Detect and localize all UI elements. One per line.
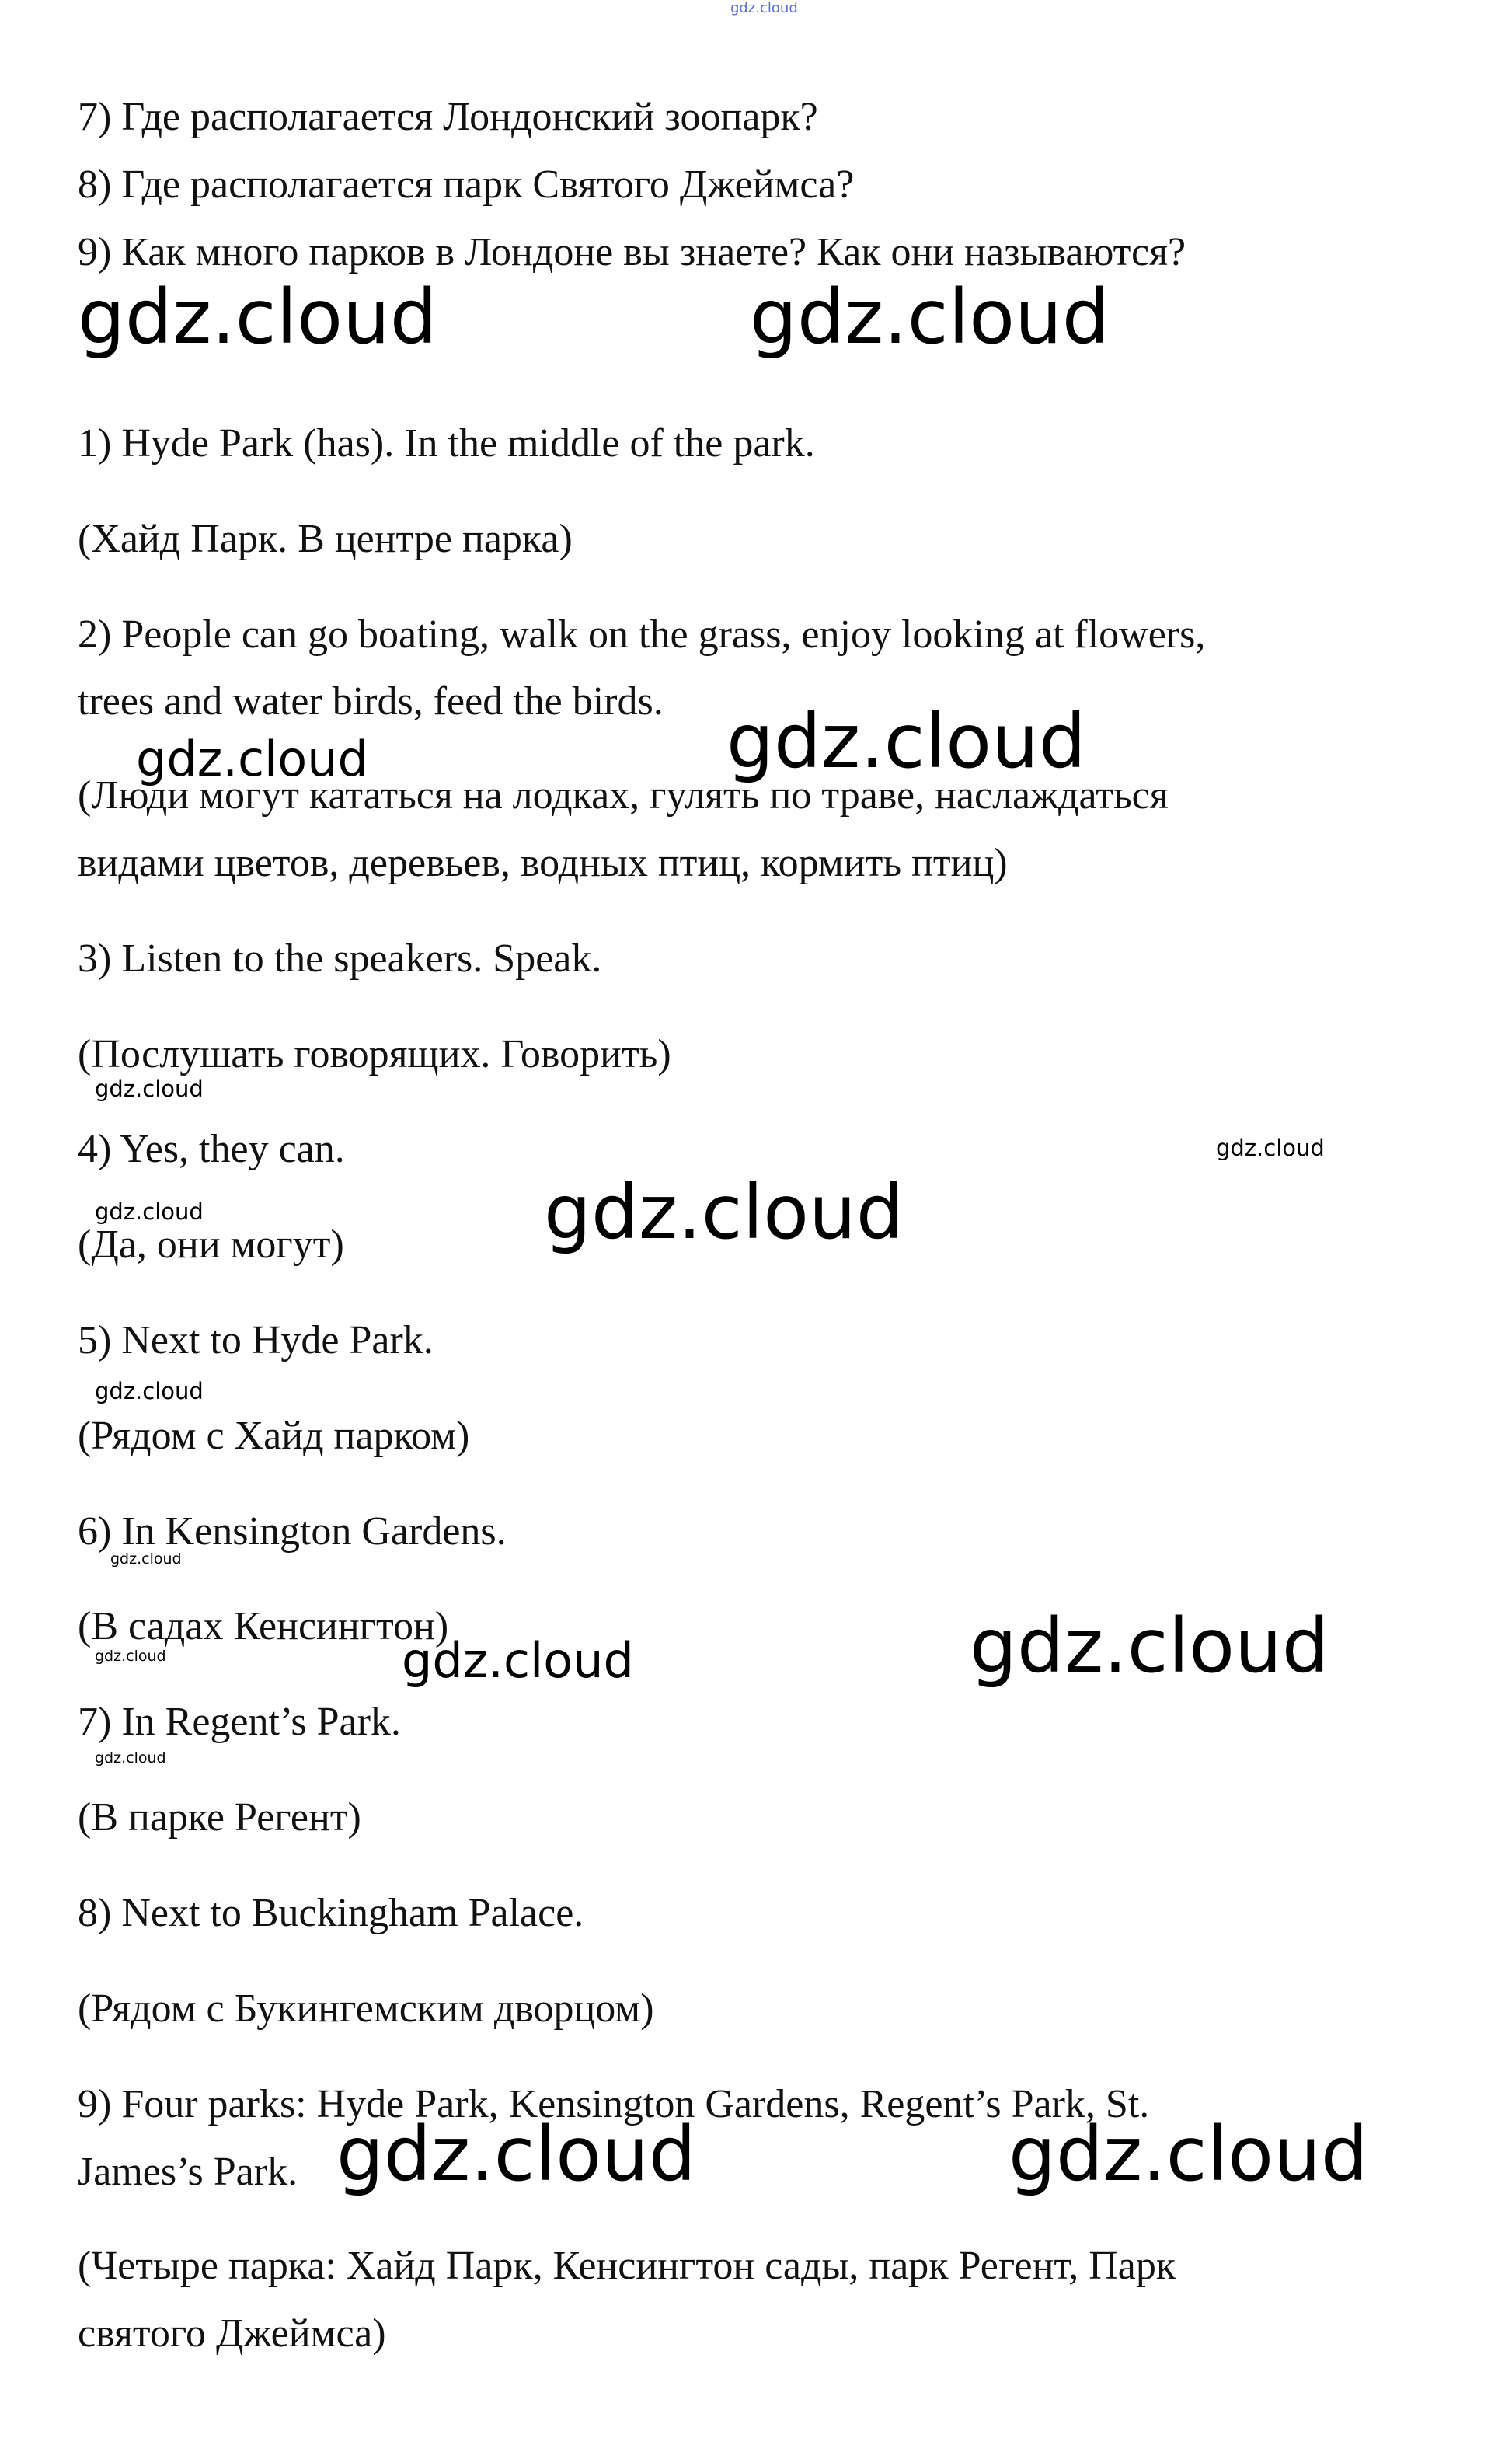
watermark: gdz.cloud (95, 1749, 166, 1767)
answer-2-ru-line2: видами цветов, деревьев, водных птиц, кормить птиц) (78, 841, 1008, 885)
answer-9-ru-line2: святого Джеймса) (78, 2311, 386, 2356)
watermark: gdz.cloud (78, 274, 437, 361)
watermark: gdz.cloud (95, 1076, 204, 1102)
question-8: 8) Где располагается парк Святого Джеймса? (78, 162, 855, 207)
answer-3-en: 3) Listen to the speakers. Speak. (78, 937, 602, 981)
answer-1-ru: (Хайд Парк. В центре парка) (78, 517, 573, 561)
answer-5-ru: (Рядом с Хайд парком) (78, 1414, 470, 1458)
answer-2-en-line2: trees and water birds, feed the birds. (78, 679, 664, 724)
watermark: gdz.cloud (1216, 1135, 1325, 1161)
answer-2-en-line1: 2) People can go boating, walk on the grass, enjoy looking at flowers, (78, 612, 1206, 657)
watermark: gdz.cloud (1009, 2111, 1368, 2198)
answer-7-ru: (В парке Регент) (78, 1795, 361, 1840)
watermark: gdz.cloud (544, 1169, 904, 1256)
answer-4-ru: (Да, они могут) (78, 1223, 344, 1267)
answer-3-ru: (Послушать говорящих. Говорить) (78, 1032, 671, 1076)
answer-9-en-line2: James’s Park. (78, 2150, 298, 2194)
question-7: 7) Где располагается Лондонский зоопарк? (78, 95, 818, 139)
answer-6-ru: (В садах Кенсингтон) (78, 1604, 449, 1648)
watermark: gdz.cloud (750, 274, 1110, 361)
answer-4-en: 4) Yes, they can. (78, 1127, 345, 1171)
answer-1-en: 1) Hyde Park (has). In the middle of the park. (78, 421, 815, 466)
watermark: gdz.cloud (336, 2111, 696, 2198)
watermark: gdz.cloud (402, 1632, 634, 1689)
watermark: gdz.cloud (95, 1198, 204, 1225)
header-watermark: gdz.cloud (730, 0, 798, 16)
watermark: gdz.cloud (970, 1603, 1329, 1690)
watermark: gdz.cloud (95, 1648, 166, 1665)
answer-5-en: 5) Next to Hyde Park. (78, 1318, 434, 1362)
answer-9-en-line1: 9) Four parks: Hyde Park, Kensington Gardens, Regent’s Park, St. (78, 2082, 1150, 2126)
answer-7-en: 7) In Regent’s Park. (78, 1700, 401, 1744)
watermark: gdz.cloud (95, 1378, 204, 1404)
question-9: 9) Как много парков в Лондоне вы знаете? Как они называются? (78, 230, 1186, 274)
answer-2-ru-line1: (Люди могут кататься на лодках, гулять по траве, наслаждаться (78, 773, 1169, 818)
answer-8-en: 8) Next to Buckingham Palace. (78, 1891, 584, 1935)
watermark: gdz.cloud (110, 1550, 182, 1568)
watermark: gdz.cloud (136, 731, 368, 787)
answer-8-ru: (Рядом с Букингемским дворцом) (78, 1986, 654, 2031)
answer-9-ru-line1: (Четыре парка: Хайд Парк, Кенсингтон сады, парк Регент, Парк (78, 2244, 1176, 2288)
watermark: gdz.cloud (726, 698, 1086, 785)
answer-6-en: 6) In Kensington Gardens. (78, 1509, 507, 1554)
